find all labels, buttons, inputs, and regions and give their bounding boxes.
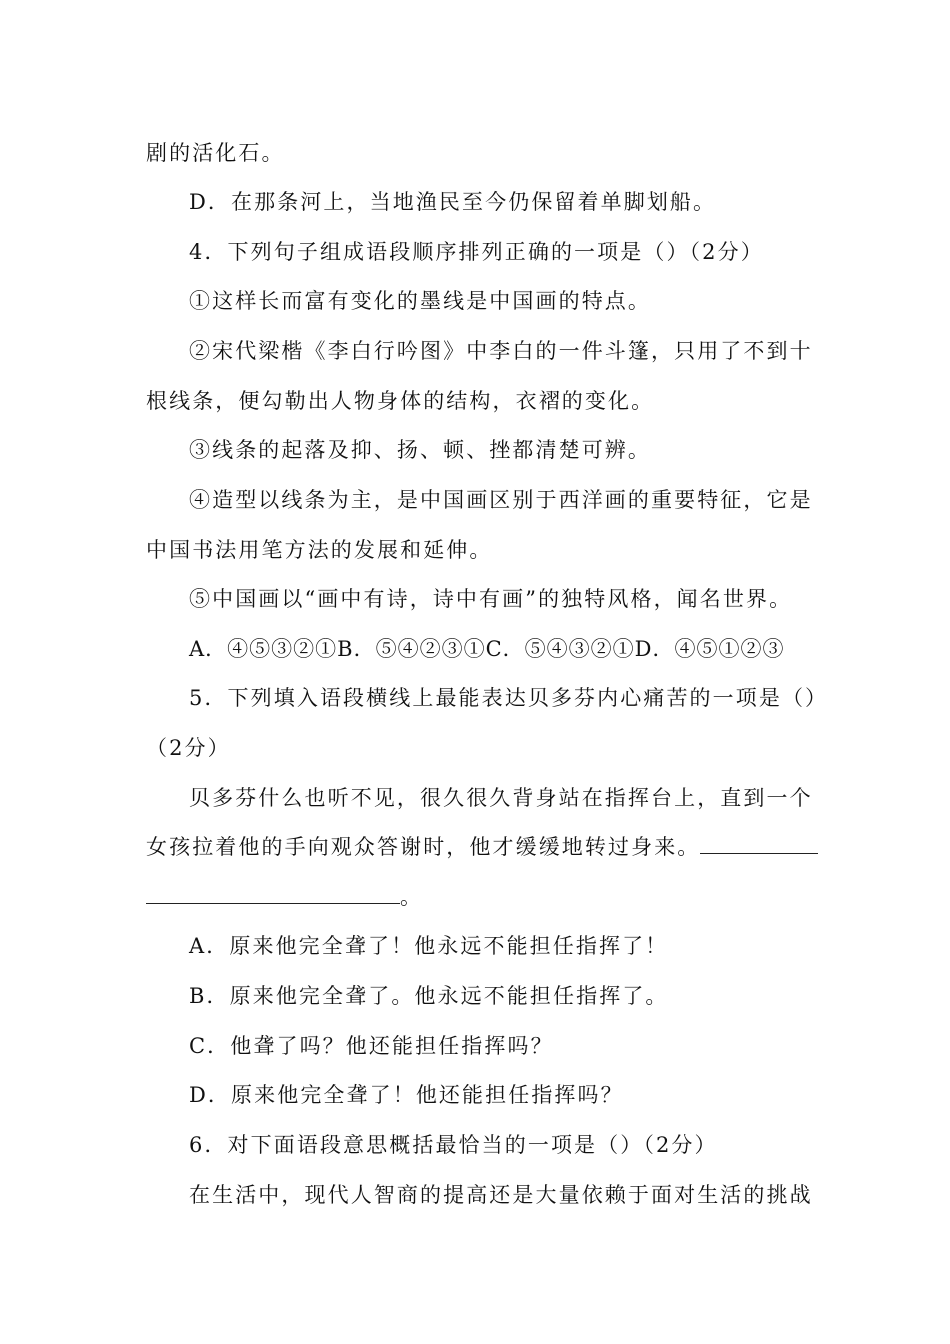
option-d-q3: D．在那条河上，当地渔民至今仍保留着单脚划船。: [189, 190, 717, 214]
option-c-q5: C．他聋了吗？他还能担任指挥吗？: [189, 1034, 554, 1058]
option-b-q5: B．原来他完全聋了。他永远不能担任指挥了。: [189, 984, 669, 1008]
sentence-4-cont: 中国书法用笔方法的发展和延伸。: [146, 538, 493, 562]
passage-q6: 在生活中，现代人智商的提高还是大量依赖于面对生活的挑战: [189, 1183, 813, 1207]
question-5-score: （2分）: [146, 736, 231, 760]
question-6: 6．对下面语段意思概括最恰当的一项是（）（2分）: [189, 1133, 718, 1157]
sentence-3: ③线条的起落及抑、扬、顿、挫都清楚可辨。: [189, 438, 651, 462]
passage-q5-text: 女孩拉着他的手向观众答谢时，他才缓缓地转过身来。: [146, 835, 701, 859]
sentence-1: ①这样长而富有变化的墨线是中国画的特点。: [189, 289, 651, 313]
option-d-q5: D．原来他完全聋了！他还能担任指挥吗？: [189, 1083, 624, 1107]
text-line-continuation: 剧的活化石。: [146, 141, 285, 165]
passage-q5: 贝多芬什么也听不见，很久很久背身站在指挥台上，直到一个: [189, 786, 813, 810]
sentence-5: ⑤中国画以“画中有诗，诗中有画”的独特风格，闻名世界。: [189, 587, 793, 611]
question-4: 4．下列句子组成语段顺序排列正确的一项是（）（2分）: [189, 240, 764, 264]
blank-period: 。: [400, 885, 424, 909]
sentence-2-cont: 根线条，便勾勒出人物身体的结构，衣褶的变化。: [146, 389, 655, 413]
answer-blank: [700, 835, 818, 854]
options-q4: A．④⑤③②①B．⑤④②③①C．⑤④③②①D．④⑤①②③: [189, 637, 785, 661]
question-5: 5．下列填入语段横线上最能表达贝多芬内心痛苦的一项是（）: [189, 686, 829, 710]
answer-blank-2: [146, 885, 400, 904]
answer-blank-line: [146, 882, 423, 912]
passage-q5-cont: [146, 832, 818, 862]
option-a-q5: A．原来他完全聋了！他永远不能担任指挥了！: [189, 934, 669, 958]
sentence-4: ④造型以线条为主，是中国画区别于西洋画的重要特征，它是: [189, 488, 813, 512]
sentence-2: ②宋代梁楷《李白行吟图》中李白的一件斗篷，只用了不到十: [189, 339, 813, 363]
